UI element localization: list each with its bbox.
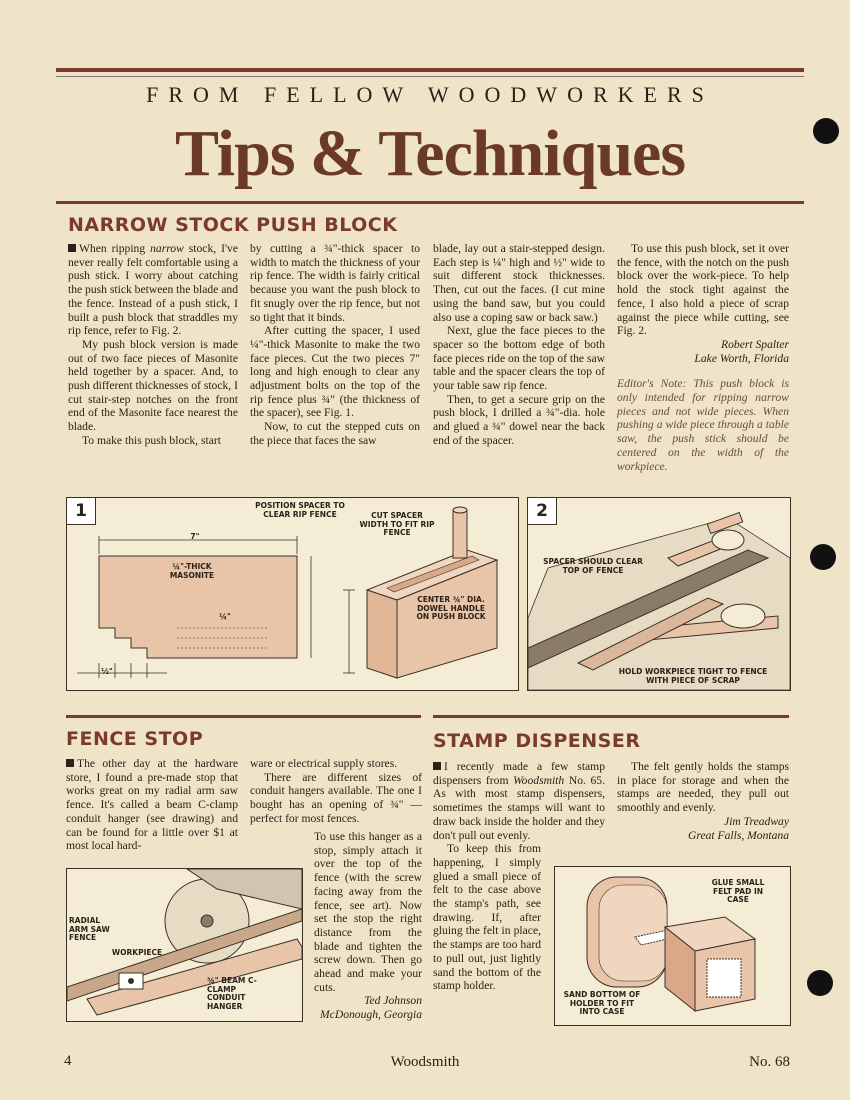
paragraph: To use this hanger as a stop, simply attach it over the top of the fence (with the screw facing away from the fence, see art). Now set the stop the right distance from the blade and tighten the screw down. Then go ahead and make your cuts. [314, 830, 422, 994]
author-name: Robert Spalter [721, 337, 789, 351]
figure-2 [527, 497, 791, 691]
push-block-heading: NARROW STOCK PUSH BLOCK [68, 214, 398, 236]
label-spacer-clear: SPACER SHOULD CLEAR TOP OF FENCE [543, 557, 643, 575]
binder-hole-bottom [807, 970, 833, 996]
text-italic: narrow [150, 242, 184, 255]
label-length-7in: 7" [190, 532, 200, 541]
paragraph: There are different sizes of conduit hangers available. The one I bought has an opening of ¾" — perfect for most fences. [250, 770, 422, 825]
paragraph: by cutting a ¾"-thick spacer to width to match the thickness of your rip fence. The width is fairly critical because you want the push block to fit snugly over the rip fence, but not so tight that it binds. [250, 242, 420, 324]
fence-stop-col-1 [66, 757, 238, 853]
push-block-col-2 [250, 242, 420, 448]
label-masonite: ¼"-THICK MASONITE [169, 562, 215, 580]
paragraph: Then, to get a secure grip on the push block, I drilled a ¾"-dia. hole and glued a ¾" dowel near the back end of the spacer. [433, 392, 605, 447]
magazine-name: Woodsmith [390, 1054, 460, 1070]
editor-note: Editor's Note: This push block is only intended for ripping narrow pieces and not wide pieces. When pushing a wide piece through a table saw, the push stick should be centered on the width of the workpiece. [617, 377, 789, 473]
paragraph [68, 242, 238, 338]
header-top-rule [56, 68, 804, 72]
paragraph: ware or electrical supply stores. [250, 757, 398, 770]
push-block-drawing [67, 498, 518, 690]
text: stock, I've never really felt comfortable using a push stick. I worry about catching the push stick between the blade and the fence. Instead of a push stick, I built a push block that straddles my rip fence, refer to Fig. 2. [68, 242, 238, 338]
paragraph: To keep this from happening, I simply glued a small piece of felt to the case above the stamp's path, see drawing. If, after gluing the felt in place, the stamps are too hard to pull out, just lightly sand the bottom of the stamp holder. [433, 842, 541, 993]
figure-number: 1 [67, 498, 96, 525]
bullet-square-icon [68, 244, 76, 252]
label-workpiece: WORKPIECE [111, 948, 163, 957]
title-bottom-rule [56, 201, 804, 204]
label-sand-bottom: SAND BOTTOM OF HOLDER TO FIT INTO CASE [563, 990, 641, 1016]
fence-stop-top-rule [66, 715, 421, 718]
author-location: Great Falls, Montana [687, 828, 789, 842]
paragraph: The felt gently holds the stamps in place for storage and when the stamps are needed, they pull out smoothly and evenly. [617, 760, 789, 815]
label-hold-workpiece: HOLD WORKPIECE TIGHT TO FENCE WITH PIECE OF SCRAP [618, 667, 768, 685]
text: When ripping [79, 242, 151, 255]
paragraph [66, 757, 238, 853]
author-location: McDonough, Georgia [320, 1008, 422, 1022]
paragraph: Next, glue the face pieces to the spacer so the bottom edge of both face pieces ride on the top of the saw table and the spacer clears the top of your table saw rip fence. [433, 324, 605, 393]
paragraph: To use this push block, set it over the fence, with the notch on the push block over the work-piece. To help hold the stock tight against the fence, I also hold a piece of scrap against the piece while cutting, see Fig. 2. [617, 242, 789, 338]
label-step-quarter: ¼" [219, 612, 231, 621]
stamp-col-2 [617, 760, 789, 842]
push-block-col-4 [617, 242, 789, 473]
fence-stop-col-2-top [250, 757, 422, 826]
text: No. 65. As with most stamp dispensers, sometimes the stamps will want to draw back inside the holder and they don't pull out evenly. [433, 773, 606, 842]
paragraph: My push block version is made out of two face pieces of Masonite held together by a spacer. And, to push different thicknesses of stock, I cut stair-step notches on the front end of the Masonite face nearest the blade. [68, 337, 238, 434]
figure-1 [66, 497, 519, 691]
binder-hole-middle [810, 544, 836, 570]
stamp-dispenser-heading: STAMP DISPENSER [433, 730, 641, 752]
stamp-top-rule [433, 715, 789, 718]
label-radial-fence: RADIAL ARM SAW FENCE [69, 916, 110, 942]
issue-number: No. 68 [749, 1054, 790, 1070]
paragraph: After cutting the spacer, I used ¼"-thick Masonite to make the two face pieces. Cut the two pieces 7" long and high enough to clear any adjustment bolts on the top of the rip fence plus ¾" (the thickness of the spacer), see Fig. 1. [250, 324, 420, 420]
fence-stop-figure [66, 868, 303, 1022]
bullet-square-icon [66, 759, 74, 767]
paragraph: To make this push block, start [82, 433, 221, 447]
label-step-half: ½" [101, 667, 113, 676]
stamp-figure [554, 866, 791, 1026]
label-glue-felt: GLUE SMALL FELT PAD IN CASE [711, 878, 765, 904]
label-center-dowel: CENTER ¾" DIA. DOWEL HANDLE ON PUSH BLOCK [416, 595, 486, 621]
paragraph [433, 760, 605, 842]
page-number: 4 [64, 1053, 72, 1069]
text: I recently made a few stamp dispensers from [433, 760, 605, 787]
figure-number: 2 [528, 498, 557, 525]
page-title: Tips & Techniques [174, 117, 686, 190]
table-saw-drawing [528, 498, 790, 690]
author-name: Jim Treadway [724, 814, 789, 828]
author-location: Lake Worth, Florida [694, 351, 789, 365]
paragraph: blade, lay out a stair-stepped design. Each step is ¼" high and ½" wide to suit different stock thicknesses. Then, cut out the faces. (I cut mine using the band saw, but you could also use a coping saw or back saw.) [433, 242, 605, 324]
label-cut-spacer: CUT SPACER WIDTH TO FIT RIP FENCE [359, 511, 435, 537]
push-block-col-3 [433, 242, 605, 448]
author-name: Ted Johnson [364, 994, 422, 1008]
label-position-spacer: POSITION SPACER TO CLEAR RIP FENCE [255, 501, 345, 519]
paragraph: Now, to cut the stepped cuts on the piece that faces the saw [250, 420, 420, 447]
label-beam-clamp: ¾" BEAM C-CLAMP CONDUIT HANGER [207, 976, 257, 1011]
fence-stop-heading: FENCE STOP [66, 728, 204, 750]
section-kicker: FROM FELLOW WOODWORKERS [146, 82, 714, 107]
binder-hole-top [813, 118, 839, 144]
push-block-col-1 [68, 242, 238, 448]
text-italic: Woodsmith [513, 773, 565, 787]
text: The other day at the hardware store, I found a pre-made stop that works great on my radial arm saw fence. It's called a beam C-clamp conduit hanger (see drawing) and can be found for a little over $1 at most local hard- [66, 757, 238, 853]
bullet-square-icon [433, 762, 441, 770]
header-thin-rule [56, 76, 804, 77]
